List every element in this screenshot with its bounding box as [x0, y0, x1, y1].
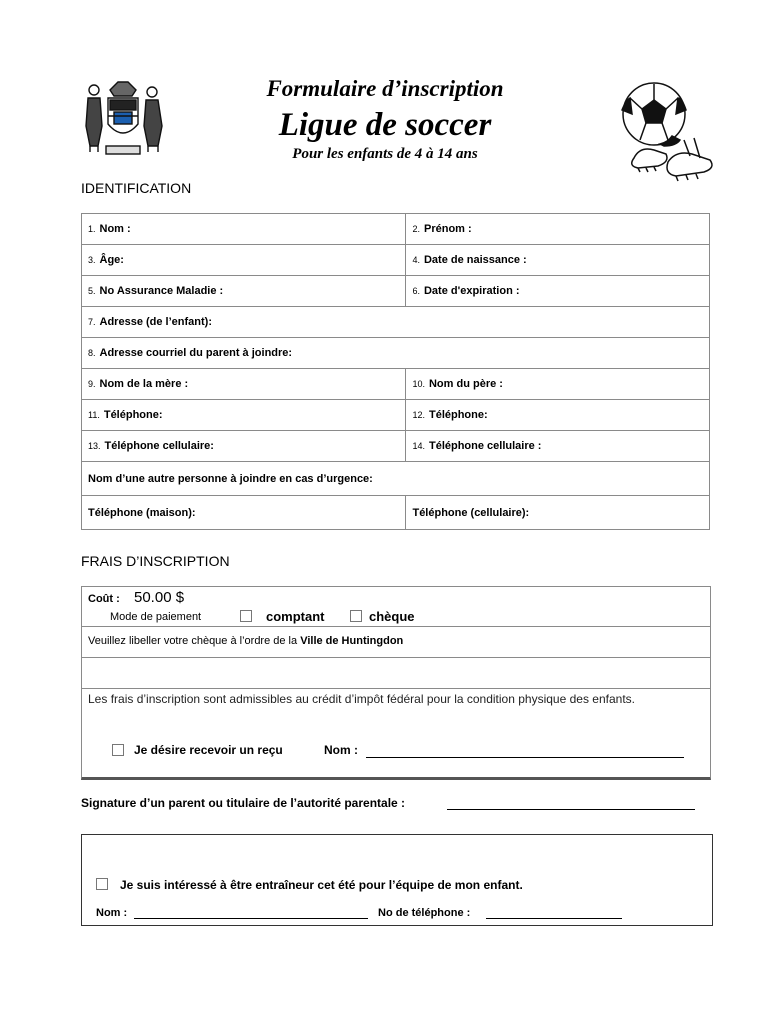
coach-box [81, 834, 713, 926]
field-cellulaire-mere[interactable]: 13. Téléphone cellulaire: [82, 431, 406, 462]
field-age[interactable]: 3. Âge: [82, 245, 406, 276]
field-telephone-pere[interactable]: 12. Téléphone: [406, 400, 710, 431]
field-cellulaire-pere[interactable]: 14. Téléphone cellulaire : [406, 431, 710, 462]
field-date-expiration[interactable]: 6. Date d'expiration : [406, 276, 710, 307]
age-subtitle: Pour les enfants de 4 à 14 ans [292, 146, 478, 162]
id-row-4 [82, 307, 710, 338]
field-nom-pere[interactable]: 10. Nom du père : [406, 369, 710, 400]
id-row-8 [82, 431, 710, 462]
id-row-7 [82, 400, 710, 431]
field-nom-mere[interactable]: 9. Nom de la mère : [82, 369, 406, 400]
coach-phone-field[interactable] [486, 906, 622, 919]
emergency-row-2 [82, 496, 710, 530]
cheque-checkbox[interactable] [350, 607, 362, 625]
cheque-note: Veuillez libeller votre chèque à l’ordre de la Ville de Huntingdon [88, 635, 404, 647]
cash-checkbox[interactable] [240, 607, 252, 625]
field-date-naissance[interactable]: 4. Date de naissance : [406, 245, 710, 276]
fees-box [81, 586, 711, 780]
cash-label: comptant [266, 609, 325, 624]
receipt-name-label: Nom : [324, 743, 358, 757]
signature-label: Signature d’un parent ou titulaire de l’autorité parentale : [81, 796, 406, 810]
id-row-1 [82, 214, 710, 245]
emergency-row-1 [82, 462, 710, 496]
payment-mode-label: Mode de paiement [110, 611, 202, 623]
coach-name-field[interactable] [134, 906, 368, 919]
fees-heading: FRAIS D’INSCRIPTION [81, 553, 230, 569]
receipt-label: Je désire recevoir un reçu [134, 743, 283, 757]
cost-value: 50.00 $ [134, 589, 185, 606]
signature-field[interactable] [447, 795, 695, 810]
receipt-checkbox[interactable] [112, 741, 124, 759]
coach-checkbox[interactable] [96, 875, 108, 893]
cost-label: Coût : [88, 593, 120, 605]
field-urgence-tel-cellulaire[interactable]: Téléphone (cellulaire): [406, 496, 710, 530]
id-row-6 [82, 369, 710, 400]
coach-label: Je suis intéressé à être entraîneur cet été pour l’équipe de mon enfant. [120, 878, 523, 892]
coach-phone-label: No de téléphone : [378, 907, 471, 919]
field-urgence-tel-maison[interactable]: Téléphone (maison): [82, 496, 406, 530]
id-row-2 [82, 245, 710, 276]
field-telephone-mere[interactable]: 11. Téléphone: [82, 400, 406, 431]
coach-name-label: Nom : [96, 907, 128, 919]
field-courriel[interactable]: 8. Adresse courriel du parent à joindre: [82, 338, 710, 369]
cheque-payee: Ville de Huntingdon [300, 635, 404, 647]
field-prenom[interactable]: 2. Prénom : [406, 214, 710, 245]
form-title: Formulaire d’inscription [266, 76, 504, 101]
field-assurance-maladie[interactable]: 5. No Assurance Maladie : [82, 276, 406, 307]
id-row-3 [82, 276, 710, 307]
identification-heading: IDENTIFICATION [81, 180, 192, 196]
id-row-5 [82, 338, 710, 369]
tax-credit-note: Les frais d’inscription sont admissibles au crédit d’impôt fédéral pour la condition physique des enfants. [88, 692, 635, 706]
cheque-label: chèque [369, 609, 415, 624]
field-contact-urgence[interactable]: Nom d’une autre personne à joindre en cas d’urgence: [82, 462, 710, 496]
field-nom[interactable]: 1. Nom : [82, 214, 406, 245]
field-adresse[interactable]: 7. Adresse (de l’enfant): [82, 307, 710, 338]
league-title: Ligue de soccer [278, 107, 492, 143]
receipt-name-field[interactable] [366, 743, 684, 758]
identification-table [81, 213, 710, 530]
